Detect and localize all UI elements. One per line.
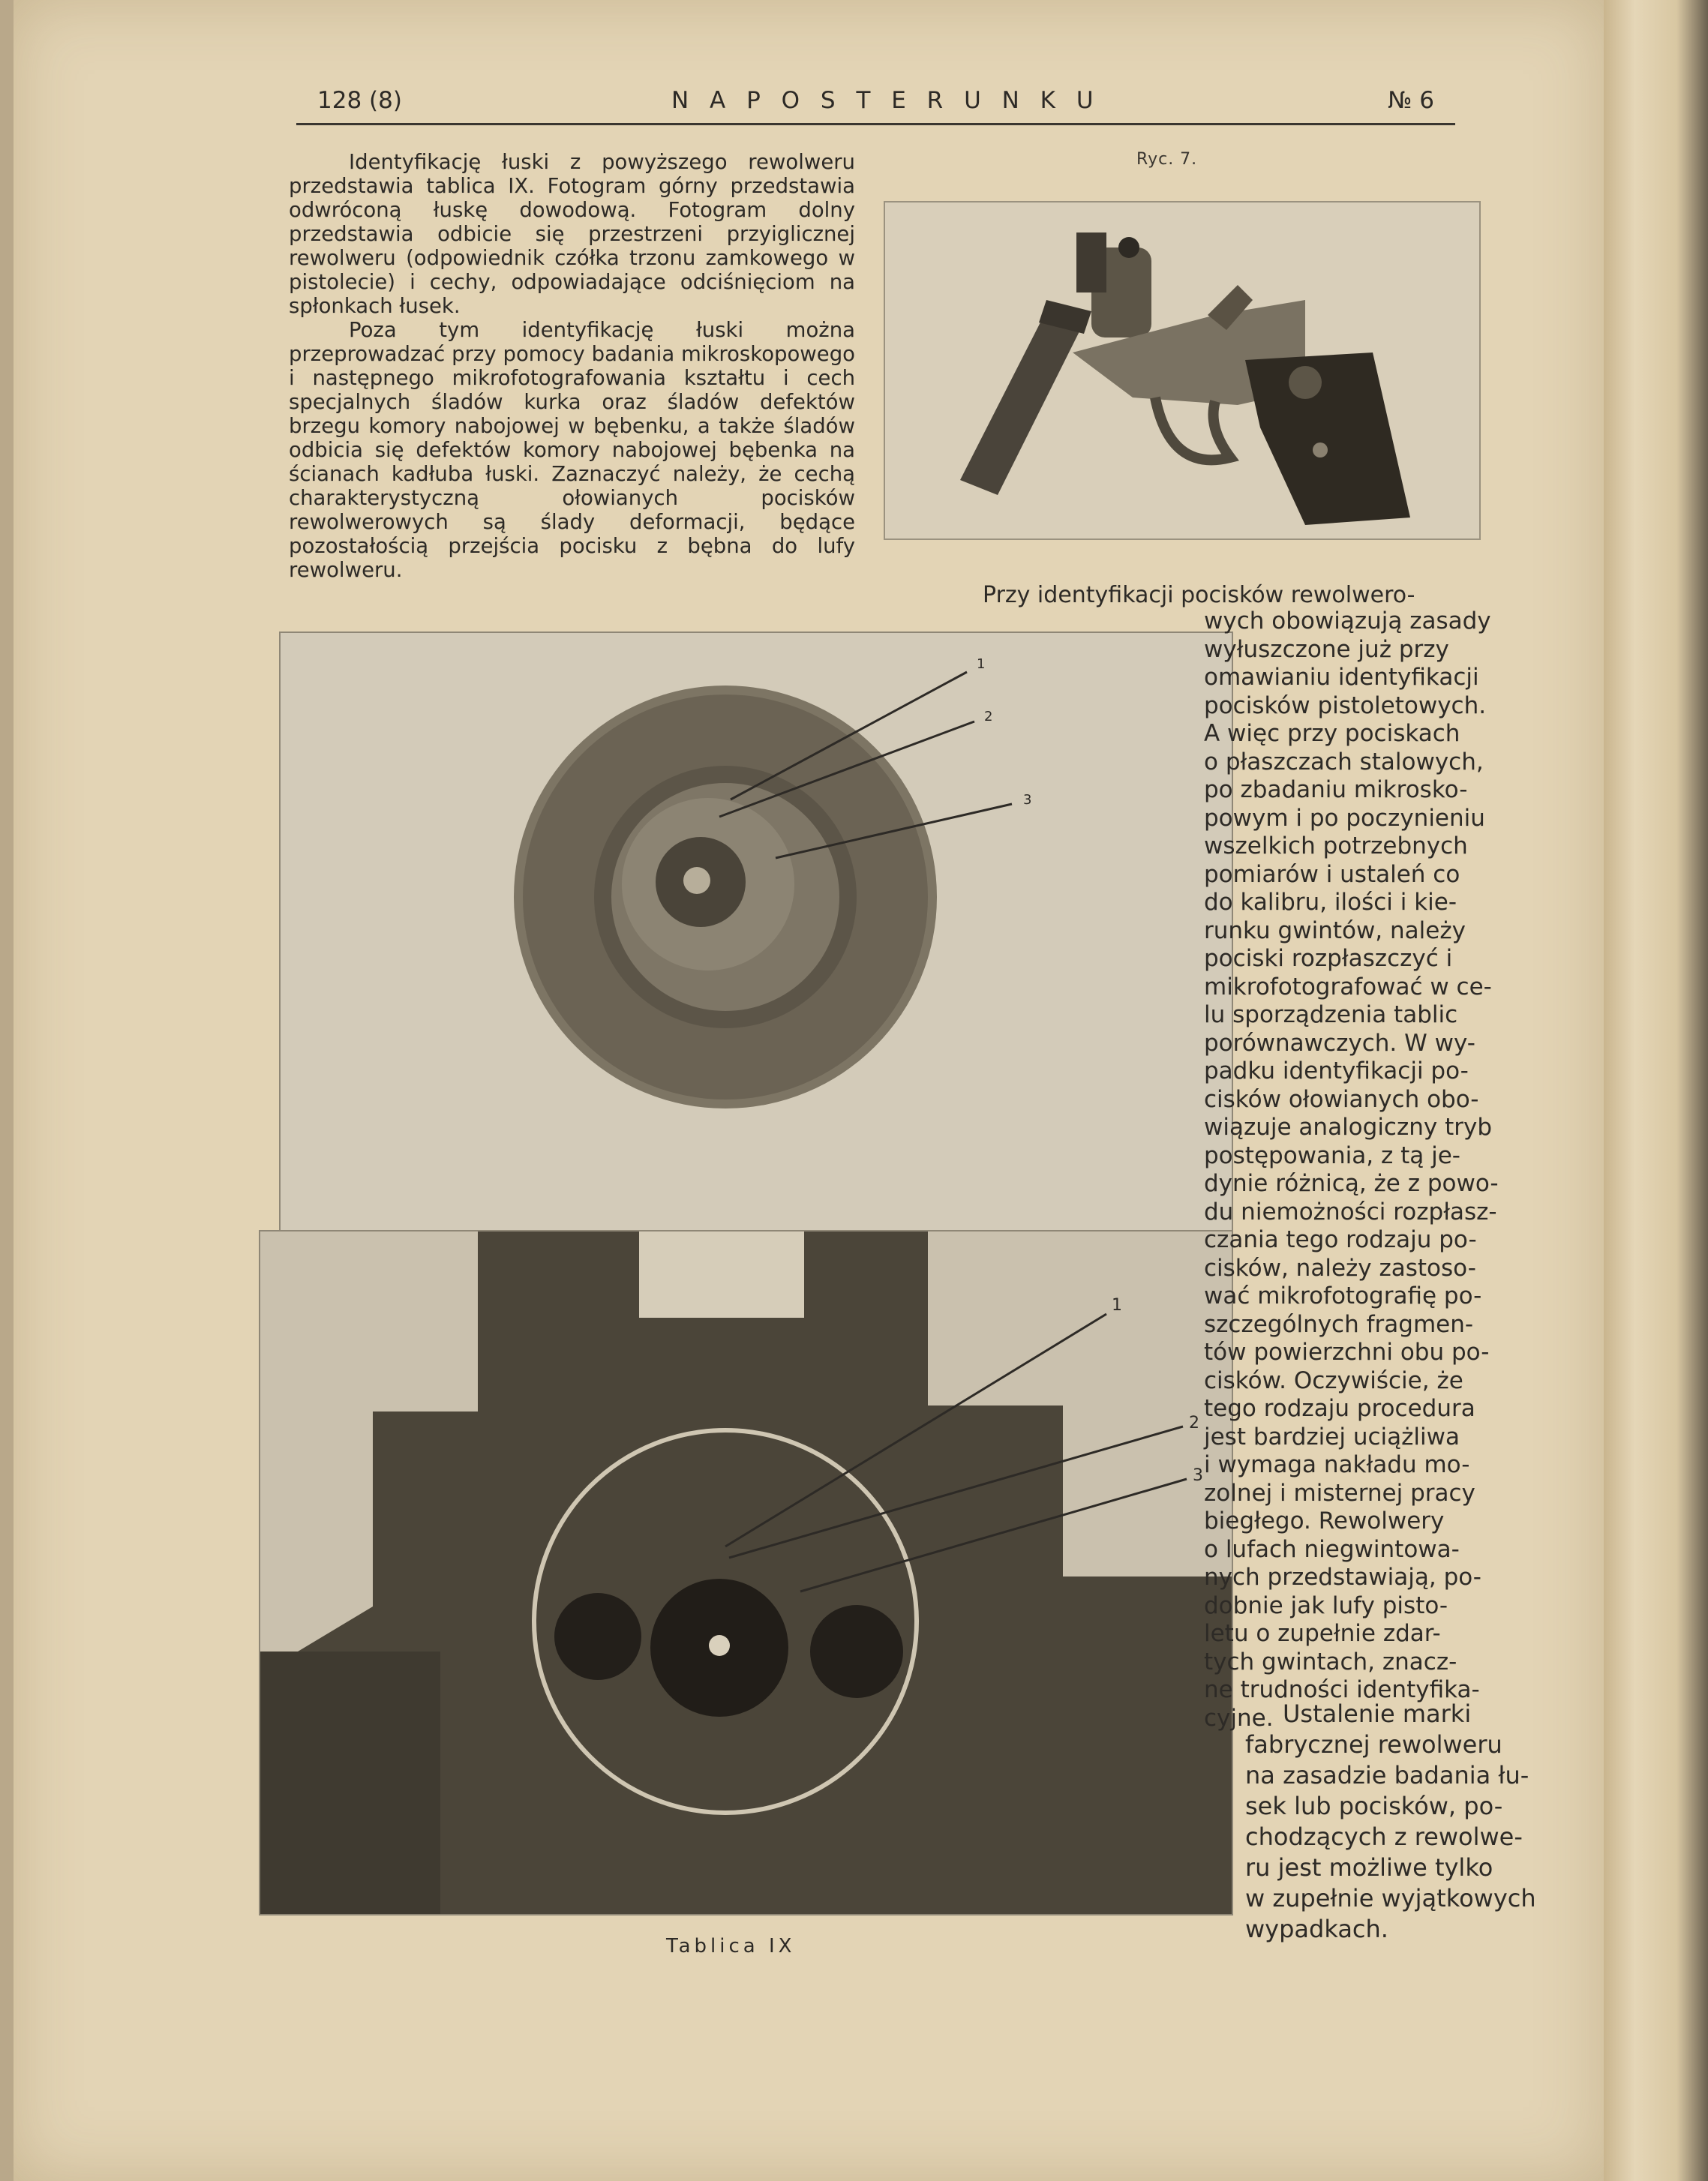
revolver-photo (884, 201, 1481, 540)
text-line: pocisków pistoletowych. (1204, 692, 1487, 719)
text-line: wszelkich potrzebnych (1204, 832, 1468, 860)
running-header (296, 84, 1455, 125)
text-line: sek lub pocisków, po- (1245, 1792, 1503, 1820)
text-line: na zasadzie badania łu- (1245, 1761, 1529, 1790)
text-line: tych gwintach, znacz- (1204, 1648, 1457, 1676)
text-line: cisków. Oczywiście, że (1204, 1366, 1463, 1394)
text-line: omawianiu identyfikacji (1204, 664, 1479, 691)
issue-number: № 6 (1388, 87, 1434, 114)
text-line: fabrycznej rewolweru (1245, 1730, 1502, 1759)
text-line: runku gwintów, należy (1204, 916, 1466, 944)
text-line: wiązuje analogiczny tryb (1204, 1114, 1493, 1141)
text-line: postępowania, z tą je- (1204, 1142, 1460, 1169)
text-line: nych przedstawiają, po- (1204, 1564, 1481, 1591)
text-line: zolnej i misternej pracy (1204, 1479, 1475, 1507)
label-2: 2 (1189, 1414, 1199, 1432)
text-line: ne trudności identyfika- (1204, 1676, 1480, 1703)
text-line: dynie różnicą, że z powo- (1204, 1170, 1499, 1197)
text-line: cisków, należy zastoso- (1204, 1254, 1476, 1282)
right-column-text-1 (1204, 608, 1564, 1732)
breech-face-photo (260, 1232, 1232, 1914)
text-line: cyjne. (1204, 1704, 1274, 1732)
journal-title: N A P O S T E R U N K U (671, 87, 1100, 114)
text-line: lu sporządzenia tablic (1204, 1001, 1458, 1028)
text-line: o płaszczach stalowych, (1204, 748, 1484, 776)
text-line: po zbadaniu mikrosko- (1204, 776, 1468, 803)
text-line: Ustalenie marki (1283, 1700, 1472, 1728)
figure-7-caption: Ryc. 7. (1136, 150, 1198, 169)
text-line: i wymaga nakładu mo- (1204, 1451, 1470, 1478)
label-3: 3 (1023, 792, 1032, 808)
text-line: do kalibru, ilości i kie- (1204, 889, 1457, 916)
text-line: wyłuszczone już przy (1204, 635, 1449, 663)
text-line: cisków ołowianych obo- (1204, 1085, 1479, 1113)
left-column-text (289, 150, 855, 582)
revolver-illustration (885, 202, 1479, 538)
text-line: pociski rozpłaszczyć i (1204, 945, 1453, 972)
page-number: 128 (8) (317, 87, 402, 114)
paragraph-2: Poza tym identyfikację łuski można przeprowadzać przy pomocy badania mikroskopowego i następnego mikrofotografowania kształtu i cech specjalnych śladów kurka oraz śladów defektów brzegu komory nabojowej w bębenku, a także śladów odbicia się defektów komory nabojowej bębenka na ścianach kadłuba łuski. Zaznaczyć należy, że cechą charakterystyczną ołowianych pocisków rewolwerowych są ślady deformacji, będące pozostałością przejścia pocisku z bębna do lufy rewolweru. (289, 318, 855, 582)
text-line: padku identyfikacji po- (1204, 1058, 1469, 1084)
text-line: dobnie jak lufy pisto- (1204, 1592, 1448, 1619)
text-line: wypadkach. (1245, 1915, 1388, 1943)
plate-ix-top-photo (279, 632, 1233, 1238)
next-page-edge (1604, 0, 1708, 2181)
text-line: mikrofotografować w ce- (1204, 973, 1492, 1000)
text-line: szczególnych fragmen- (1204, 1310, 1474, 1338)
text-line: chodzących z rewolwe- (1245, 1822, 1523, 1851)
text-line: letu o zupełnie zdar- (1204, 1620, 1441, 1647)
text-line: du niemożności rozpłasz- (1204, 1198, 1497, 1226)
right-column-text-2 (1245, 1699, 1575, 1945)
text-line: porównawczych. W wy- (1204, 1029, 1475, 1057)
text-line: jest bardziej uciążliwa (1204, 1423, 1460, 1450)
text-line: ru jest możliwe tylko (1245, 1853, 1493, 1882)
text-line: pomiarów i ustaleń co (1204, 860, 1460, 888)
text-line: tów powierzchni obu po- (1204, 1339, 1490, 1366)
cartridge-case-photo (281, 633, 1232, 1237)
right-column-lead: Przy identyfikacji pocisków rewolwero- (983, 582, 1415, 608)
label-1: 1 (977, 656, 986, 672)
label-3: 3 (1193, 1466, 1203, 1485)
label-2: 2 (984, 709, 993, 724)
paragraph-1: Identyfikację łuski z powyższego rewolweru przedstawia tablica IX. Fotogram górny przedstawia odwróconą łuskę dowodową. Fotogram dolny przedstawia odbicie się przestrzeni przyiglicznej rewolweru (odpowiednik czółka trzonu zamkowego w pistolecie) i cechy, odpowiadające odciśnięciom na spłonkach łusek. (289, 150, 855, 318)
text-line: wych obowiązują zasady (1204, 608, 1491, 634)
plate-ix-bottom-photo (259, 1230, 1233, 1916)
text-line: w zupełnie wyjątkowych (1245, 1884, 1536, 1912)
text-line: biegłego. Rewolwery (1204, 1508, 1445, 1534)
plate-ix-caption: Tablica IX (666, 1935, 796, 1958)
text-line: tego rodzaju procedura (1204, 1395, 1475, 1422)
text-line: powym i po poczynieniu (1204, 804, 1485, 832)
text-line: czania tego rodzaju po- (1204, 1226, 1477, 1253)
text-line: wać mikrofotografię po- (1204, 1282, 1482, 1310)
text-line: o lufach niegwintowa- (1204, 1535, 1460, 1563)
text-line: A więc przy pociskach (1204, 720, 1460, 747)
label-1: 1 (1112, 1296, 1122, 1315)
